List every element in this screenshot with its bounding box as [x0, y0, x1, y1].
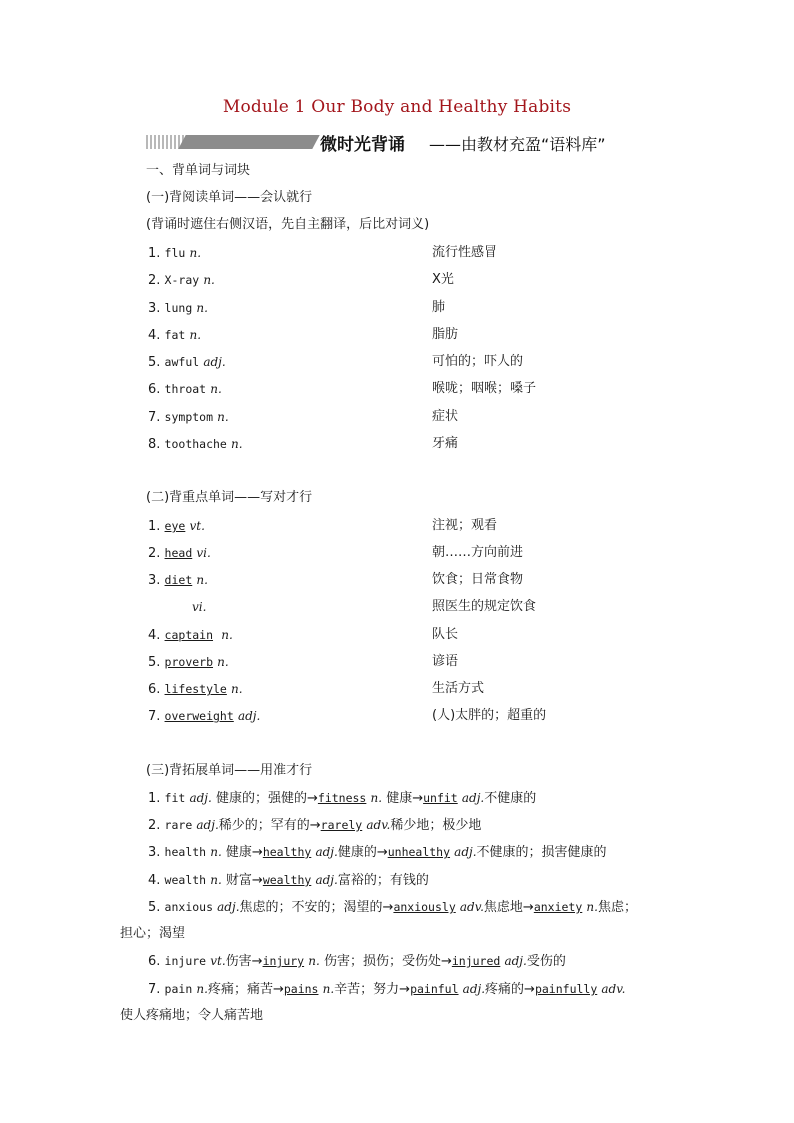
section-heading: 一、背单词与词块 [146, 163, 251, 178]
list-item: 6. lifestyle n. [148, 682, 243, 697]
part1-heading: (一)背阅读单词——会认就行 [146, 190, 313, 205]
item-meaning: (人)太胖的；超重的 [432, 708, 547, 723]
list-item: 8. toothache n. [148, 437, 243, 452]
list-item: 4. fat n. [148, 328, 202, 343]
item-meaning: 生活方式 [432, 681, 485, 696]
list-item: vi. [192, 600, 207, 614]
list-item: 2. X-ray n. [148, 273, 215, 288]
list-item: 7. pain n.疼痛；痛苦→pains n.辛苦；努力→painful adj.疼痛的→painfully adv. [148, 982, 626, 997]
banner-subheading: ——由教材充盈“语料库” [429, 135, 606, 154]
banner-heading: 微时光背诵 [320, 135, 405, 155]
item-meaning: 肺 [432, 300, 446, 315]
list-item: 1. eye vt. [148, 519, 205, 534]
list-item: 5. proverb n. [148, 655, 229, 670]
item-meaning: 朝……方向前进 [432, 545, 524, 560]
list-item-continuation: 使人疼痛地；令人痛苦地 [120, 1008, 264, 1023]
item-meaning: 流行性感冒 [432, 245, 498, 260]
list-item: 5. awful adj. [148, 355, 226, 370]
list-item: 7. overweight adj. [148, 709, 261, 724]
list-item: 7. symptom n. [148, 410, 229, 425]
list-item: 6. throat n. [148, 382, 222, 397]
item-meaning: 队长 [432, 627, 459, 642]
list-item: 5. anxious adj.焦虑的；不安的；渴望的→anxiously adv.焦虑地→anxiety n.焦虑； [148, 900, 637, 915]
list-item: 4. captain n. [148, 628, 233, 643]
list-item: 3. diet n. [148, 573, 208, 588]
part2-heading: (二)背重点单词——写对才行 [146, 490, 313, 505]
item-meaning: X光 [432, 272, 454, 287]
item-meaning: 照医生的规定饮食 [432, 599, 537, 614]
banner-bar-decoration [178, 135, 319, 149]
list-item: 1. flu n. [148, 246, 202, 261]
list-item: 3. lung n. [148, 301, 208, 316]
part1-note: (背诵时遮住右侧汉语，先自主翻译，后比对词义) [146, 217, 430, 232]
item-meaning: 喉咙；咽喉；嗓子 [432, 381, 537, 396]
item-meaning: 谚语 [432, 654, 459, 669]
list-item: 6. injure vt.伤害→injury n. 伤害；损伤；受伤处→injured adj.受伤的 [148, 954, 566, 969]
item-meaning: 可怕的；吓人的 [432, 354, 524, 369]
list-item: 1. fit adj. 健康的；强健的→fitness n. 健康→unfit adj.不健康的 [148, 791, 537, 806]
page-title: Module 1 Our Body and Healthy Habits [222, 97, 572, 117]
section-banner [146, 130, 666, 156]
item-meaning: 症状 [432, 409, 459, 424]
list-item: 2. rare adj.稀少的；罕有的→rarely adv.稀少地；极少地 [148, 818, 482, 833]
item-meaning: 注视；观看 [432, 518, 498, 533]
list-item: 4. wealth n. 财富→wealthy adj.富裕的；有钱的 [148, 873, 429, 888]
list-item-continuation: 担心；渴望 [120, 926, 186, 941]
item-meaning: 脂肪 [432, 327, 459, 342]
item-meaning: 饮食；日常食物 [432, 572, 524, 587]
item-meaning: 牙痛 [432, 436, 459, 451]
part3-heading: (三)背拓展单词——用准才行 [146, 763, 313, 778]
list-item: 3. health n. 健康→healthy adj.健康的→unhealthy adj.不健康的；损害健康的 [148, 845, 607, 860]
list-item: 2. head vi. [148, 546, 211, 561]
